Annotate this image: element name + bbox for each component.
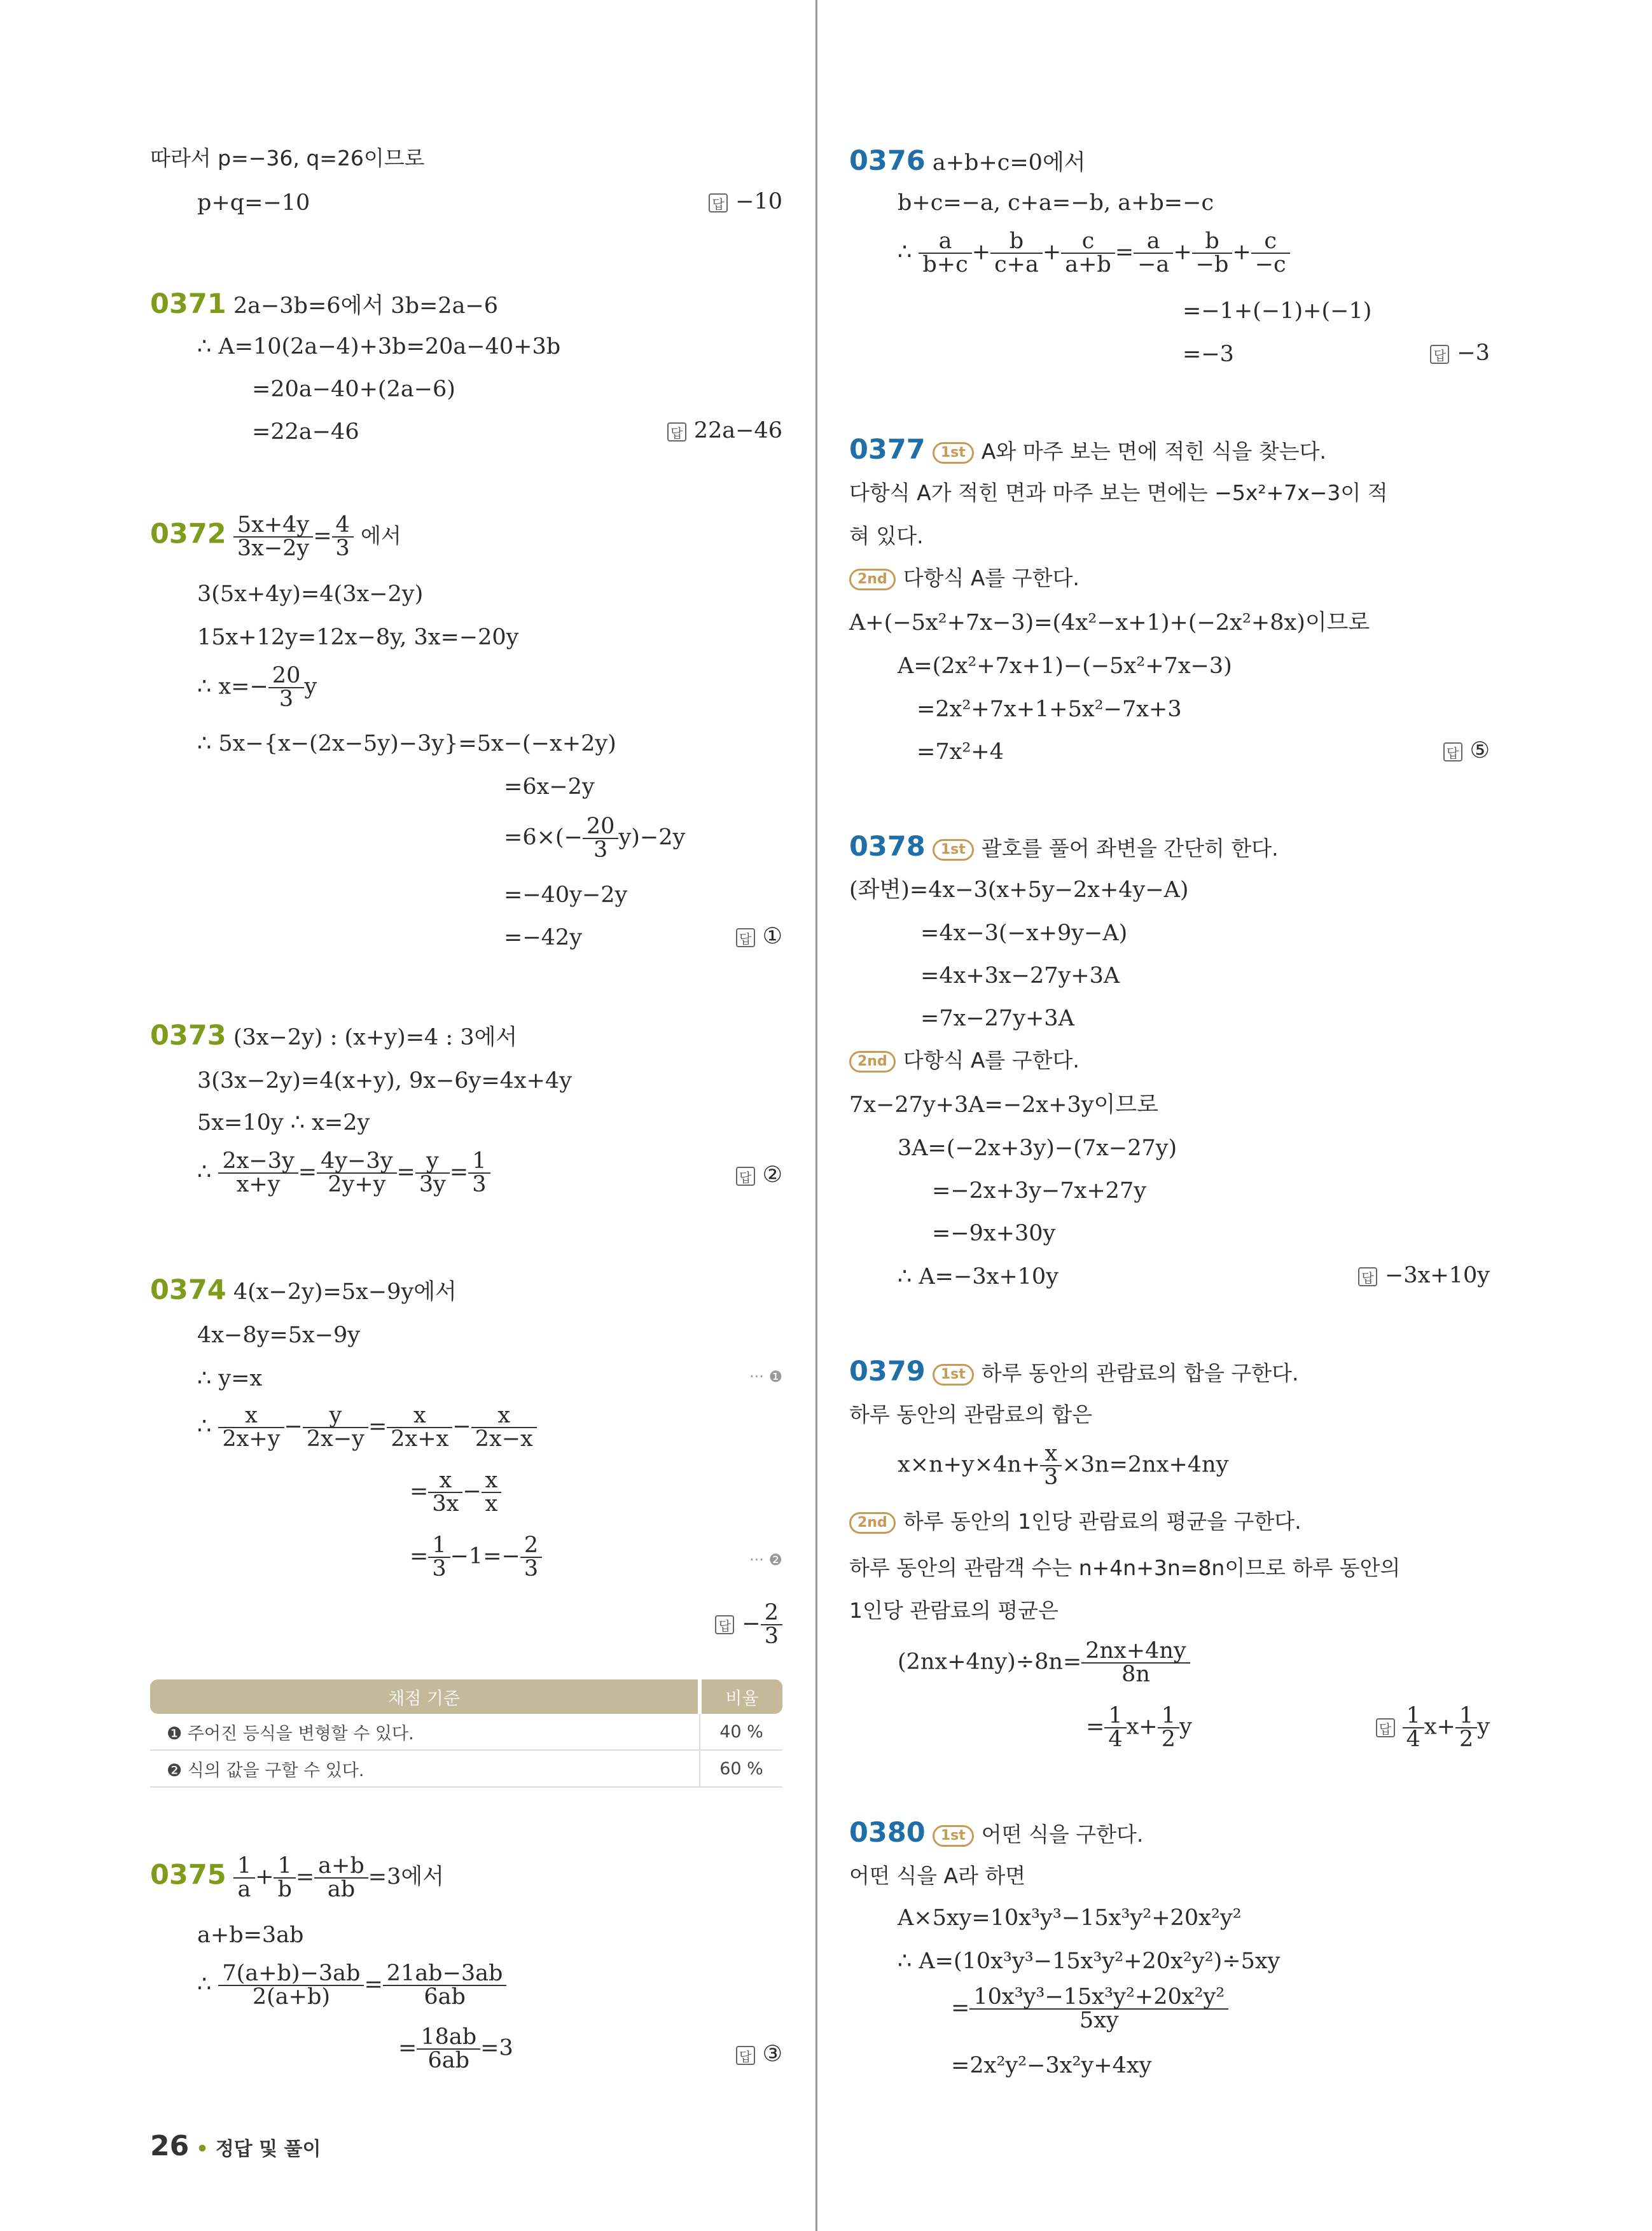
- answer-0377: [1443, 740, 1490, 762]
- scoring-criterion: ❷ 식의 값을 구할 수 있다.: [150, 1750, 700, 1787]
- column-divider: [816, 0, 817, 2231]
- scoring-header-ratio: 비율: [700, 1679, 782, 1714]
- step-line: =−3: [1183, 342, 1234, 367]
- cont-equation: p+q=−10: [197, 190, 310, 216]
- step-line: =2x²+7x+1+5x²−7x+3: [917, 697, 1182, 722]
- problem-0376-head: [849, 145, 1086, 177]
- problem-0372-head: 0372 $\frac{5x+4y}{3x-2y}$ = $\frac{4}{3}$ 에서: [150, 512, 401, 561]
- step-line: =6x−2y: [504, 774, 595, 800]
- step-badge-2nd: 2nd: [849, 1051, 896, 1073]
- answer-value: −3: [1457, 340, 1490, 366]
- footer-label: 정답 및 풀이: [215, 2138, 321, 2160]
- answer-0374: 답 − $\frac{2}{3}$: [715, 1602, 782, 1648]
- step-line: ∴ A=−3x+10y: [898, 1264, 1059, 1289]
- step-line: = $\frac{\text{10x³y³−15x³y²+20x²y²}}{5xy}$: [951, 1986, 1228, 2032]
- step-line: 3(5x+4y)=4(3x−2y): [197, 581, 424, 607]
- step-line: ∴ x=− $\frac{20}{3}$ y: [197, 663, 317, 712]
- problem-number: 0378: [849, 831, 926, 863]
- step-line: ∴ $\frac{a}{b+c}$ + $\frac{b}{c+a}$ + $\frac{c}{a+b}$ = $\frac{a}{-a}$ + $\frac{b}{-b}$ + $\frac{c}{-c}$: [898, 230, 1290, 276]
- paragraph: 하루 동안의 관람료의 합은: [849, 1402, 1093, 1427]
- step-line: =7x²+4: [917, 739, 1004, 765]
- fraction: $\frac{4}{3}$: [332, 514, 354, 560]
- step-line: =−2x+3y−7x+27y: [932, 1178, 1146, 1204]
- problem-number: 0376: [849, 145, 926, 177]
- step-line: = $\frac{1}{3}$ −1=− $\frac{2}{3}$: [410, 1534, 542, 1580]
- problem-number: 0371: [150, 288, 226, 320]
- paragraph: 어떤 식을 A라 하면: [849, 1863, 1026, 1888]
- step-line: x×n+y×4n+ $\frac{x}{3}$ ×3n=2nx+4ny: [898, 1441, 1229, 1490]
- answer-icon: 답: [736, 928, 755, 947]
- paragraph: 하루 동안의 관람객 수는 n+4n+3n=8n이므로 하루 동안의: [849, 1555, 1401, 1580]
- answer-icon: 답: [736, 1167, 755, 1186]
- problem-0373-head: [150, 1022, 517, 1050]
- answer-icon: 답: [667, 422, 686, 441]
- problem-number: 0375: [150, 1859, 226, 1891]
- step-line: =−40y−2y: [504, 882, 628, 908]
- step-line: b+c=−a, c+a=−b, a+b=−c: [898, 190, 1214, 216]
- step-line: ∴ A=(10x³y³−15x³y²+20x²y²)÷5xy: [898, 1949, 1281, 1974]
- answer-0379: 답 $\frac{1}{4}$ x+ $\frac{1}{2}$ y: [1376, 1705, 1490, 1751]
- given: 4(x−2y)=5x−9y에서: [233, 1279, 457, 1305]
- answer-value: ⑤: [1469, 738, 1490, 763]
- step-line: A+(−5x²+7x−3)=(4x²−x+1)+(−2x²+8x)이므로: [849, 610, 1370, 636]
- paragraph: 1인당 관람료의 평균은: [849, 1598, 1059, 1623]
- problem-number: 0372: [150, 518, 226, 550]
- step-line: =4x−3(−x+9y−A): [920, 921, 1128, 946]
- marker-1: ··· ❶: [749, 1368, 782, 1386]
- problem-0371-head: [150, 288, 499, 320]
- cont-answer: [709, 191, 782, 213]
- step-badge-1st: 1st: [933, 839, 974, 861]
- step-badge-2nd: 2nd: [849, 1512, 896, 1534]
- step-badge-2nd: 2nd: [849, 569, 896, 590]
- problem-number: 0379: [849, 1356, 926, 1387]
- answer-0372: [736, 926, 782, 948]
- given: a+b+c=0에서: [932, 150, 1086, 176]
- step-badge-1st: 1st: [933, 1825, 974, 1847]
- scoring-row: [150, 1750, 782, 1787]
- answer-icon: 답: [1376, 1718, 1395, 1737]
- scoring-ratio: 60 %: [700, 1750, 782, 1787]
- paragraph: 혀 있다.: [849, 524, 924, 548]
- step-line: =22a−46: [252, 419, 359, 445]
- step-2nd: 2nd 다항식 A를 구한다.: [849, 1050, 1079, 1073]
- answer-value: −3x+10y: [1385, 1263, 1490, 1288]
- fraction: $\frac{5x+4y}{3x-2y}$: [233, 514, 313, 560]
- step-line: ∴ $\frac{x}{2x+y}$ − $\frac{y}{2x-y}$ = $\frac{x}{2x+x}$ − $\frac{x}{2x-x}$: [197, 1405, 537, 1450]
- answer-icon: 답: [736, 2046, 755, 2065]
- step-line: ∴ $\frac{2x-3y}{x+y}$ = $\frac{4y-3y}{2y+y}$ = $\frac{y}{3y}$ = $\frac{1}{3}$: [197, 1150, 490, 1196]
- step-line: a+b=3ab: [197, 1922, 304, 1948]
- problem-number: 0377: [849, 434, 926, 466]
- step-line: = $\frac{x}{3x}$ − $\frac{x}{x}$: [410, 1470, 501, 1515]
- footer-dot: •: [196, 2138, 209, 2160]
- cont-text: 따라서 p=−36, q=26이므로: [150, 146, 425, 170]
- cont-line: [150, 148, 425, 170]
- answer-value: ③: [762, 2041, 782, 2067]
- answer-0371: [667, 420, 782, 442]
- answer-icon: 답: [1443, 742, 1462, 761]
- scoring-header-criteria: 채점 기준: [150, 1679, 700, 1714]
- given: 2a−3b=6에서 3b=2a−6: [233, 293, 499, 319]
- step-line: =−1+(−1)+(−1): [1183, 298, 1372, 324]
- problem-number: 0380: [849, 1817, 926, 1849]
- problem-0380-head: 0380 1st 어떤 식을 구한다.: [849, 1817, 1144, 1849]
- answer-value: 22a−46: [693, 418, 782, 443]
- paragraph: 다항식 A가 적힌 면과 마주 보는 면에는 −5x²+7x−3이 적: [849, 480, 1388, 505]
- problem-0379-head: 0379 1st 하루 동안의 관람료의 합을 구한다.: [849, 1356, 1299, 1387]
- step-line: 3(3x−2y)=4(x+y), 9x−6y=4x+4y: [197, 1068, 573, 1094]
- given: (3x−2y) : (x+y)=4 : 3에서: [233, 1025, 518, 1050]
- step-line: A=(2x²+7x+1)−(−5x²+7x−3): [898, 653, 1232, 679]
- step-line: (2nx+4ny)÷8n= $\frac{2nx+4ny}{8n}$: [898, 1640, 1190, 1686]
- step-line: = $\frac{18ab}{6ab}$ =3: [398, 2024, 513, 2073]
- answer-0373: [736, 1164, 782, 1186]
- problem-0375-head: 0375 $\frac{1}{a}$ + $\frac{1}{b}$ = $\frac{a+b}{ab}$ =3에서: [150, 1853, 444, 1902]
- problem-number: 0374: [150, 1274, 226, 1306]
- answer-icon: 답: [1358, 1267, 1377, 1286]
- step-2nd: 2nd 하루 동안의 1인당 관람료의 평균을 구한다.: [849, 1511, 1301, 1534]
- answer-0378: [1358, 1265, 1490, 1287]
- step-badge-1st: 1st: [933, 442, 974, 464]
- problem-0378-head: 0378 1st 괄호를 풀어 좌변을 간단히 한다.: [849, 831, 1279, 863]
- step-line: =7x−27y+3A: [920, 1006, 1074, 1031]
- page-footer: [150, 2132, 321, 2160]
- step-line: 4x−8y=5x−9y: [197, 1323, 361, 1348]
- problem-number: 0373: [150, 1020, 226, 1052]
- step-line: A×5xy=10x³y³−15x³y²+20x²y²: [898, 1905, 1242, 1931]
- step-line: =6×(− $\frac{20}{3}$ y)−2y: [504, 814, 686, 863]
- step-line: ∴ 5x−{x−(2x−5y)−3y}=5x−(−x+2y): [197, 731, 616, 756]
- answer-0375: [736, 2043, 782, 2066]
- step-line: ∴ $\frac{7(a+b)-3ab}{2(a+b)}$ = $\frac{21ab-3ab}{6ab}$: [197, 1963, 506, 2008]
- step-line: (좌변)=4x−3(x+5y−2x+4y−A): [849, 877, 1189, 903]
- step-line: =2x²y²−3x²y+4xy: [951, 2053, 1152, 2078]
- step-line: 15x+12y=12x−8y, 3x=−20y: [197, 625, 519, 650]
- page-number: 26: [150, 2130, 190, 2162]
- scoring-table: [150, 1679, 782, 1788]
- step-line: = $\frac{1}{4}$ x+ $\frac{1}{2}$ y: [1086, 1703, 1192, 1752]
- answer-icon: 답: [1430, 345, 1449, 364]
- step-line: ∴ y=x: [197, 1366, 263, 1391]
- problem-0374-head: [150, 1274, 457, 1306]
- problem-0377-head: 0377 1st A와 마주 보는 면에 적힌 식을 찾는다.: [849, 434, 1327, 466]
- answer-0376: [1430, 342, 1490, 365]
- step-line: =−42y: [504, 925, 582, 950]
- scoring-row: [150, 1714, 782, 1750]
- step-2nd: 2nd 다항식 A를 구한다.: [849, 567, 1079, 590]
- step-line: =20a−40+(2a−6): [252, 377, 455, 402]
- answer-icon: 답: [709, 193, 728, 212]
- answer-value: −10: [735, 189, 782, 214]
- scoring-criterion: ❶ 주어진 등식을 변형할 수 있다.: [150, 1714, 700, 1750]
- step-line: =4x+3x−27y+3A: [920, 963, 1120, 989]
- scoring-ratio: 40 %: [700, 1714, 782, 1750]
- answer-icon: 답: [715, 1615, 734, 1634]
- marker-2: ··· ❷: [749, 1551, 782, 1569]
- step-line: 7x−27y+3A=−2x+3y이므로: [849, 1092, 1158, 1118]
- step-line: 5x=10y ∴ x=2y: [197, 1110, 370, 1136]
- step-line: =−9x+30y: [932, 1221, 1056, 1246]
- step-line: 3A=(−2x+3y)−(7x−27y): [898, 1136, 1177, 1161]
- step-badge-1st: 1st: [933, 1364, 974, 1386]
- answer-value: ①: [762, 924, 782, 949]
- step-line: ∴ A=10(2a−4)+3b=20a−40+3b: [197, 334, 561, 359]
- answer-value: ②: [762, 1162, 782, 1188]
